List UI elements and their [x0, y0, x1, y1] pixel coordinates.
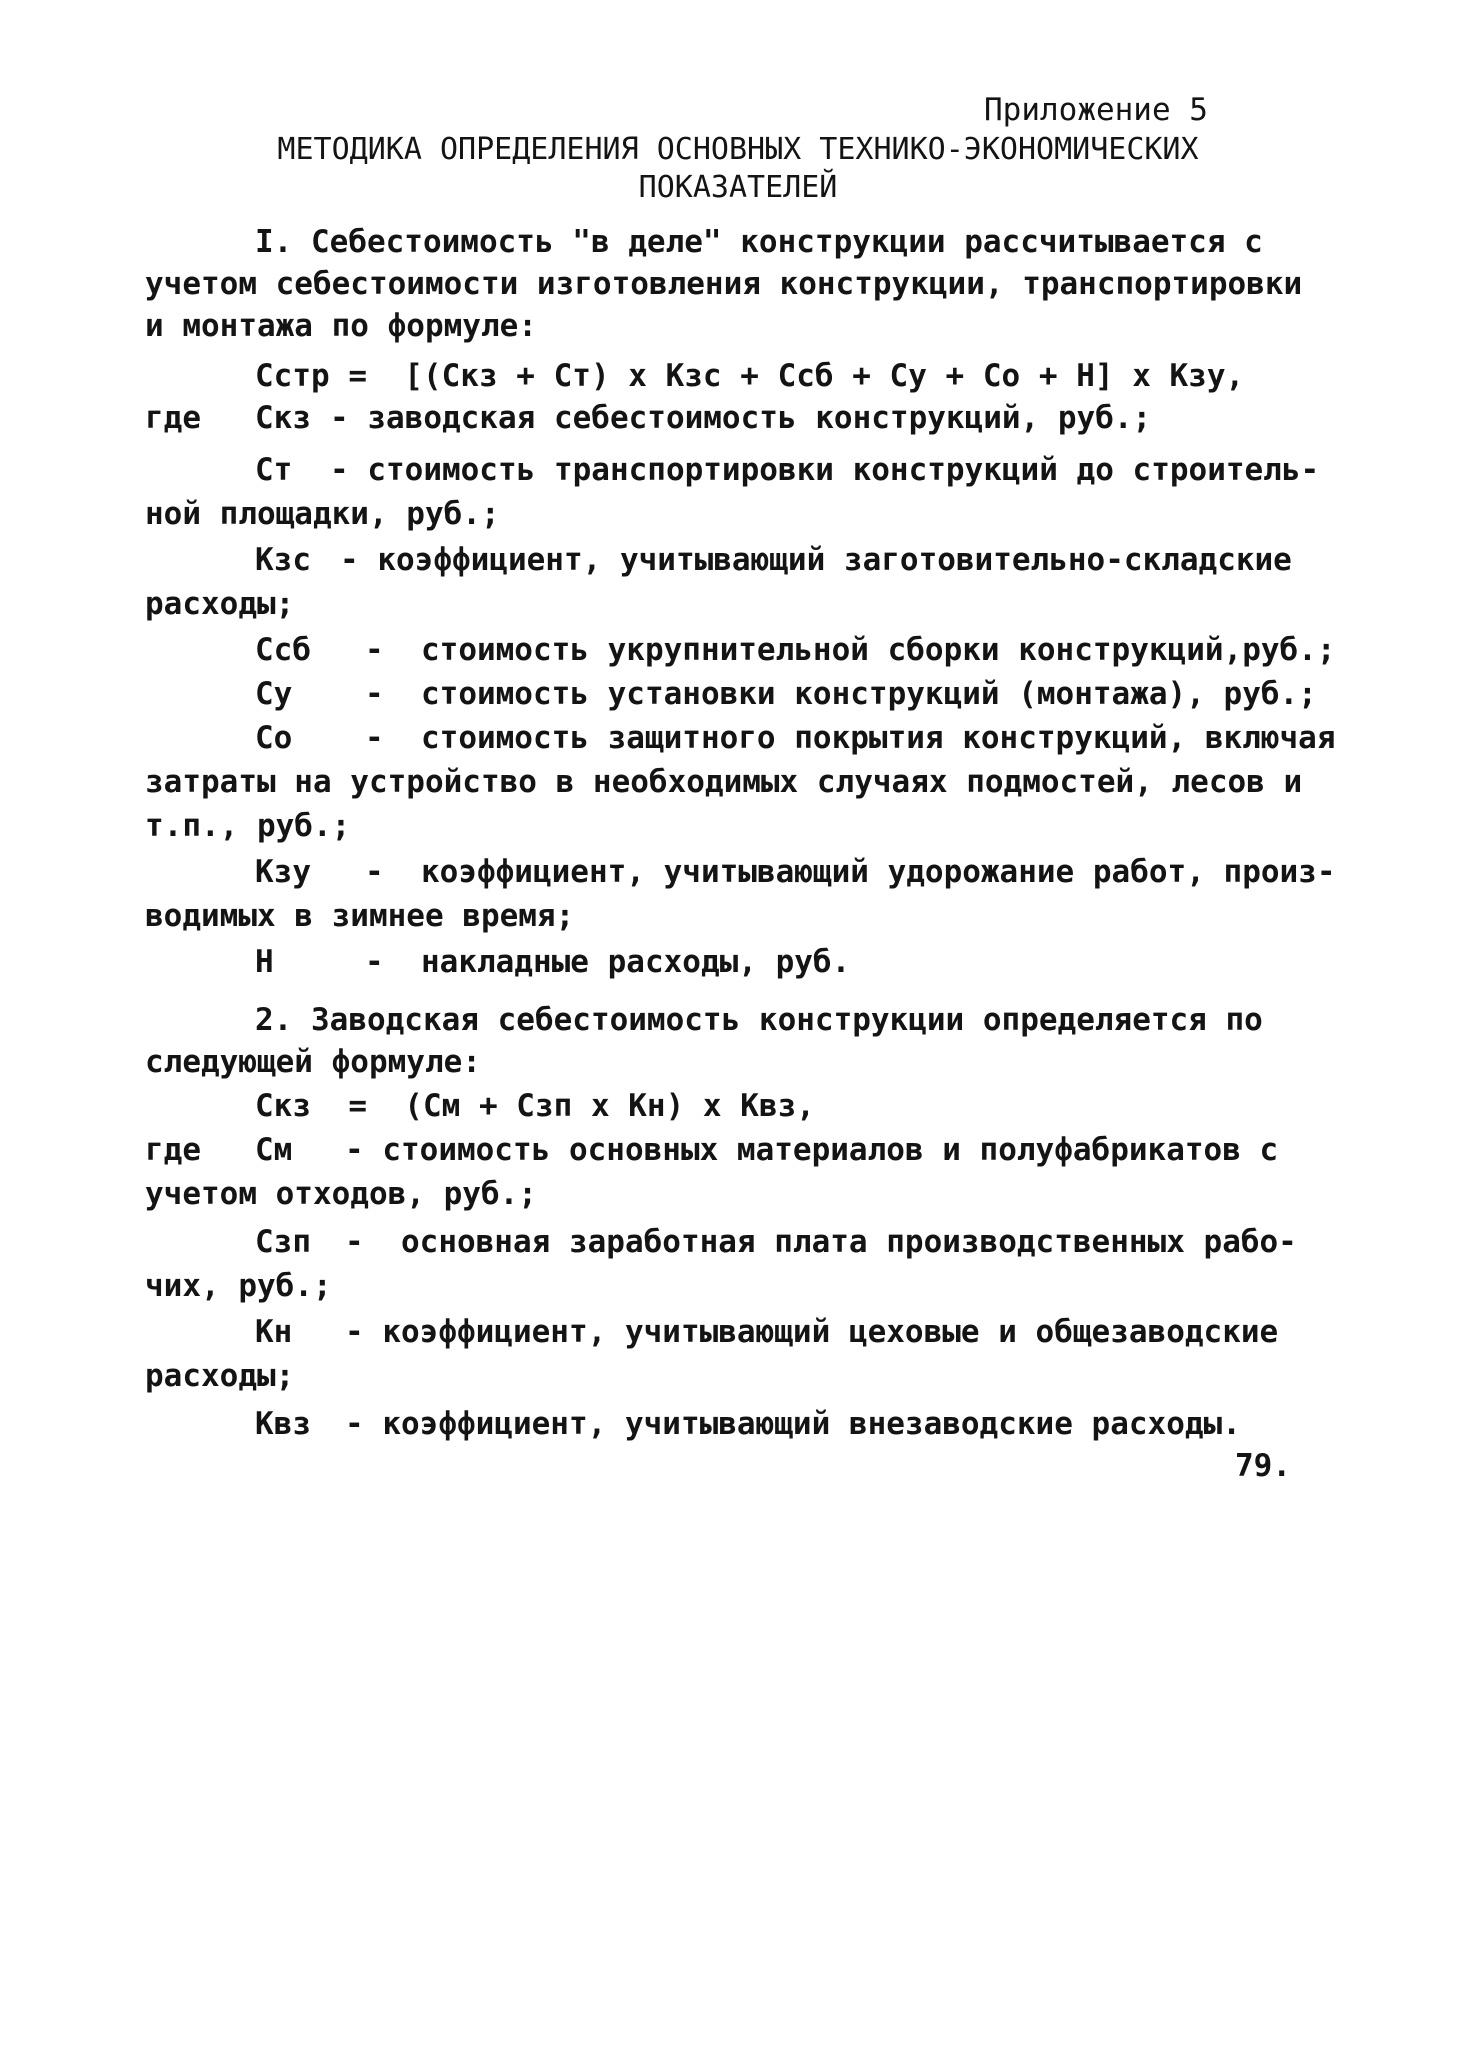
def-term: Су	[255, 676, 293, 712]
title-line-2: ПОКАЗАТЕЛЕЙ	[638, 170, 838, 205]
def-text: - основная заработная плата производственных рабо-	[345, 1224, 1297, 1260]
where-label: где	[145, 1132, 201, 1168]
def-term: См	[255, 1132, 293, 1168]
appendix-label: Приложение 5	[984, 92, 1208, 128]
def-text: - заводская себестоимость конструкций, руб.;	[330, 400, 1152, 436]
def-text: - стоимость транспортировки конструкций до строитель-	[330, 452, 1320, 488]
section1-intro-line-2: учетом себестоимости изготовления конструкции, транспортировки	[145, 266, 1303, 302]
def-text: - коэффициент, учитывающий цеховые и общезаводские	[345, 1314, 1279, 1350]
section1-intro-line-1: I. Себестоимость "в деле" конструкции рассчитывается с	[255, 224, 1263, 260]
def-term: Кзс	[255, 542, 311, 578]
def-continuation: учетом отходов, руб.;	[145, 1176, 537, 1212]
def-term: Со	[255, 720, 293, 756]
def-term: Квз	[255, 1406, 311, 1442]
def-text: - стоимость укрупнительной сборки конструкций,руб.;	[365, 632, 1336, 668]
def-term: Н	[255, 944, 274, 980]
def-continuation: расходы;	[145, 586, 295, 622]
def-text: - коэффициент, учитывающий внезаводские расходы.	[345, 1406, 1241, 1442]
page-number: 79.	[1235, 1448, 1291, 1484]
title-line-1: МЕТОДИКА ОПРЕДЕЛЕНИЯ ОСНОВНЫХ ТЕХНИКО-ЭКОНОМИЧЕСКИХ	[277, 132, 1199, 167]
def-term: Кзу	[255, 854, 311, 890]
section2-intro-line-1: 2. Заводская себестоимость конструкции определяется по	[255, 1002, 1263, 1038]
def-continuation: затраты на устройство в необходимых случаях подмостей, лесов и	[145, 764, 1303, 800]
def-text: - коэффициент, учитывающий заготовительно-складские	[340, 542, 1292, 578]
def-continuation: чих, руб.;	[145, 1268, 332, 1304]
def-continuation: водимых в зимнее время;	[145, 898, 575, 934]
def-continuation: т.п., руб.;	[145, 808, 351, 844]
def-term: Скз	[255, 400, 311, 436]
def-text: - накладные расходы, руб.	[365, 944, 851, 980]
def-term: Кн	[255, 1314, 293, 1350]
section1-intro-line-3: и монтажа по формуле:	[145, 308, 537, 344]
def-text: - стоимость защитного покрытия конструкций, включая	[365, 720, 1336, 756]
formula-skz: Скз = (См + Сзп х Кн) х Квз,	[255, 1088, 815, 1124]
def-term: Ст	[255, 452, 293, 488]
def-text: - стоимость установки конструкций (монтажа), руб.;	[365, 676, 1317, 712]
where-label: где	[145, 400, 201, 436]
def-continuation: расходы;	[145, 1358, 295, 1394]
def-term: Ссб	[255, 632, 311, 668]
formula-sstr: Сстр = [(Скз + Ст) х Кзс + Ссб + Су + Со + Н] х Кзу,	[255, 358, 1245, 394]
def-text: - стоимость основных материалов и полуфабрикатов с	[345, 1132, 1279, 1168]
def-continuation: ной площадки, руб.;	[145, 496, 500, 532]
def-term: Сзп	[255, 1224, 311, 1260]
def-text: - коэффициент, учитывающий удорожание работ, произ-	[365, 854, 1336, 890]
section2-intro-line-2: следующей формуле:	[145, 1044, 481, 1080]
